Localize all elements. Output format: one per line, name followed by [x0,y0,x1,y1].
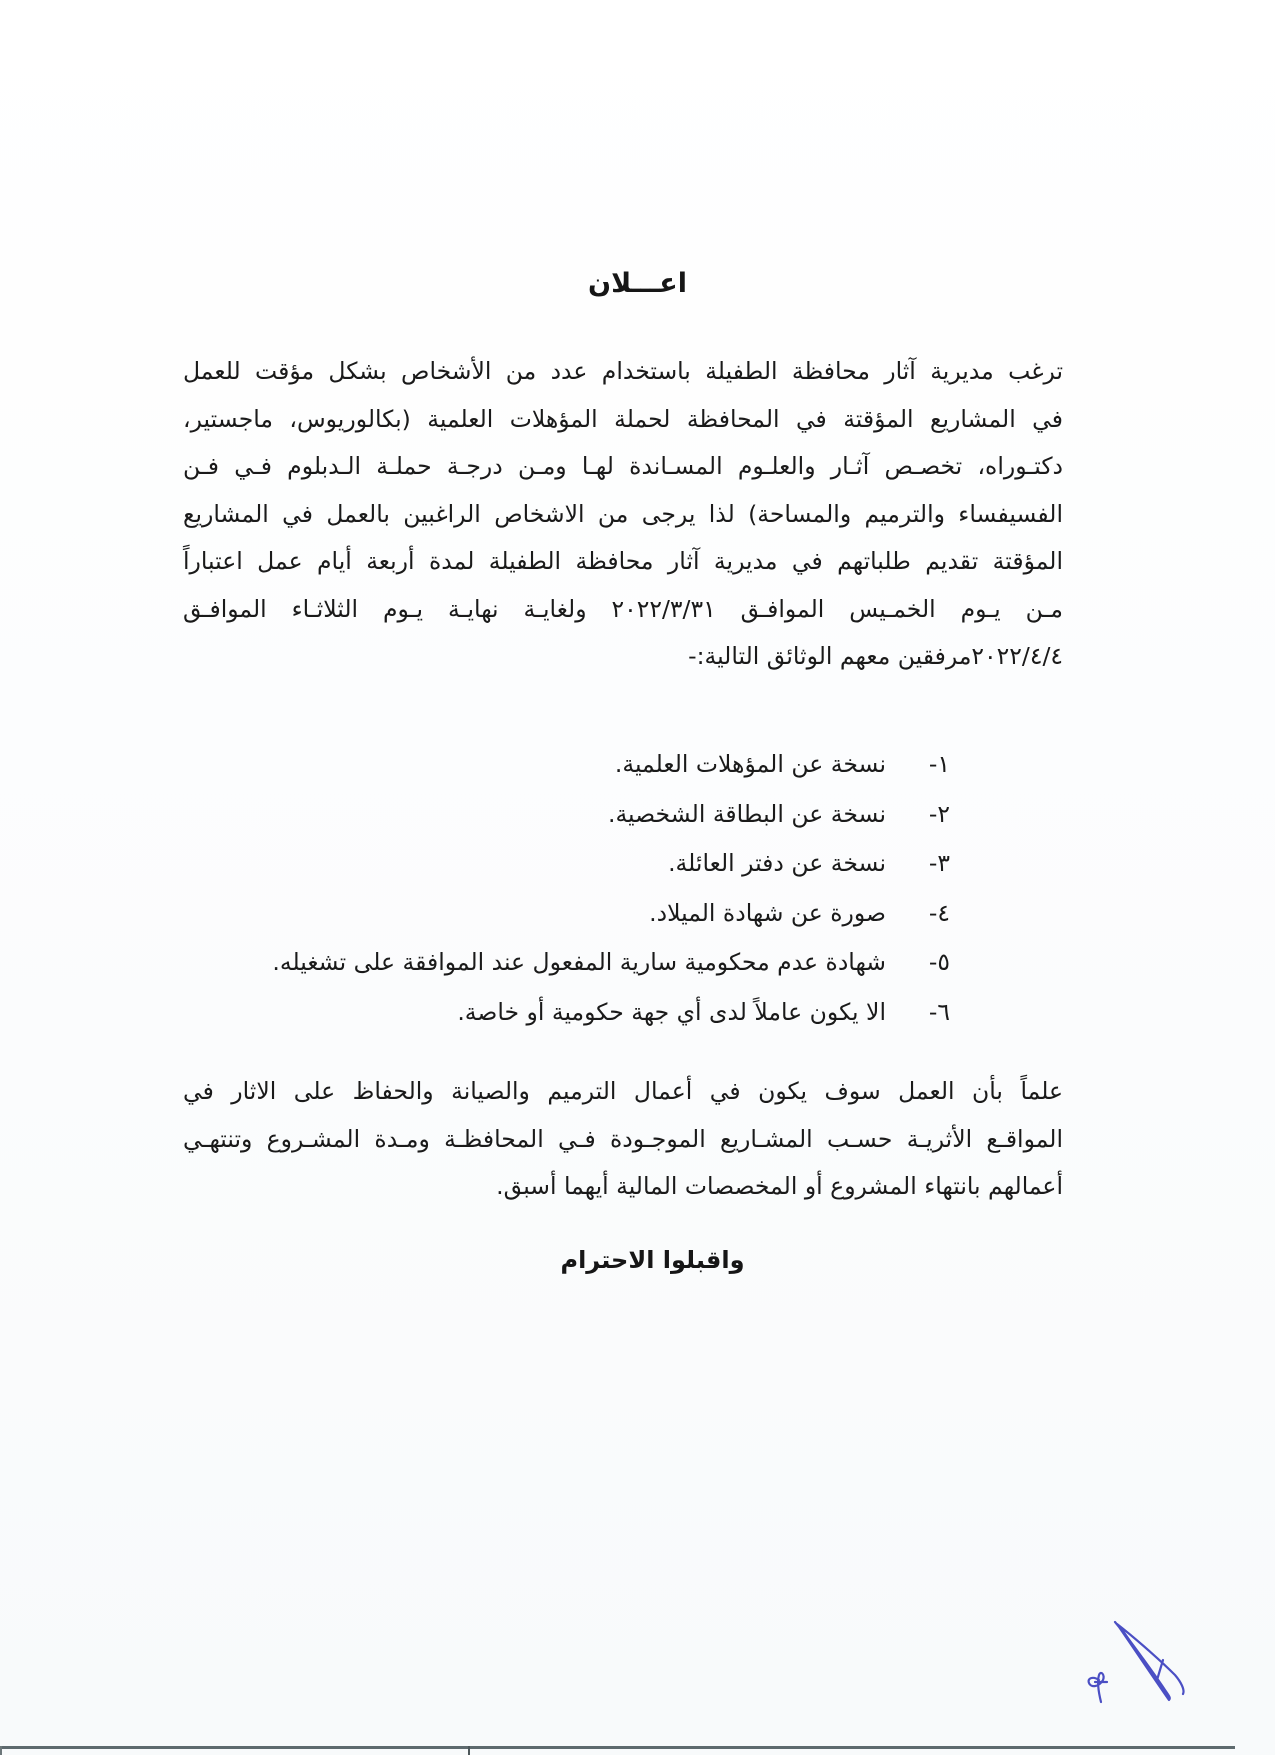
footer-rule [0,1746,1235,1749]
intro-line: في المشاريع المؤقتة في المحافظة لحملة المؤهلات العلمية (بكالوريوس، ماجستير، [183,404,1063,433]
note-line: علماً بأن العمل سوف يكون في أعمال الترميم والصيانة والحفاظ على الاثار في [183,1077,1063,1105]
list-item [272,839,950,889]
required-documents-list [272,740,950,1038]
list-item [272,790,950,840]
note-line: المواقـع الأثريـة حسـب المشـاريع الموجـودة فـي المحافظـة ومـدة المشـروع وتنتهـي [183,1124,1063,1153]
list-item-number: ٤- [928,898,950,927]
footer-divider-tick [468,1746,470,1755]
list-item-text: صورة عن شهادة الميلاد. [649,898,886,927]
list-item-number: ٦- [928,997,950,1026]
list-item-number: ٢- [928,799,950,828]
list-item-number: ١- [928,750,950,778]
list-item-text: الا يكون عاملاً لدى أي جهة حكومية أو خاصة. [457,997,886,1026]
intro-line: ٢٠٢٢/٤/٤مرفقين معهم الوثائق التالية:- [688,642,1063,670]
list-item-text: نسخة عن المؤهلات العلمية. [614,750,886,778]
list-item [272,988,950,1038]
list-item-number: ٣- [928,849,950,878]
intro-line: الفسيفساء والترميم والمساحة) لذا يرجى من الاشخاص الراغبين بالعمل في المشاريع [183,499,1063,528]
list-item [272,938,950,988]
list-item [272,740,950,790]
list-item-text: نسخة عن دفتر العائلة. [668,849,886,878]
note-paragraph [183,1068,1063,1211]
intro-line: دكتـوراه، تخصـص آثـار والعلـوم المسـاندة لهـا ومـن درجـة حملـة الـدبلوم فـي فـن [183,452,1063,480]
intro-line: مـن يـوم الخمـيس الموافـق ٢٠٢٢/٣/٣١ ولغايـة نهايـة يـوم الثلاثـاء الموافـق [183,594,1063,623]
intro-paragraph [183,348,1063,681]
announcement-title: اعـــلان [588,268,687,299]
list-item-text: شهادة عدم محكومية سارية المفعول عند الموافقة على تشغيله. [272,948,886,977]
list-item-number: ٥- [928,948,950,977]
signature-icon [1085,1620,1225,1720]
intro-line: المؤقتة تقديم طلباتهم في مديرية آثار محافظة الطفيلة لمدة أربعة أيام عمل اعتباراً [183,547,1063,575]
closing-salutation: واقبلوا الاحترام [560,1246,745,1274]
list-item-text: نسخة عن البطاقة الشخصية. [607,799,886,828]
intro-line: ترغب مديرية آثار محافظة الطفيلة باستخدام عدد من الأشخاص بشكل مؤقت للعمل [183,357,1063,385]
list-item [272,889,950,939]
note-line: أعمالهم بانتهاء المشروع أو المخصصات المالية أيهما أسبق. [496,1172,1063,1200]
footer-left-tick [0,1746,2,1755]
